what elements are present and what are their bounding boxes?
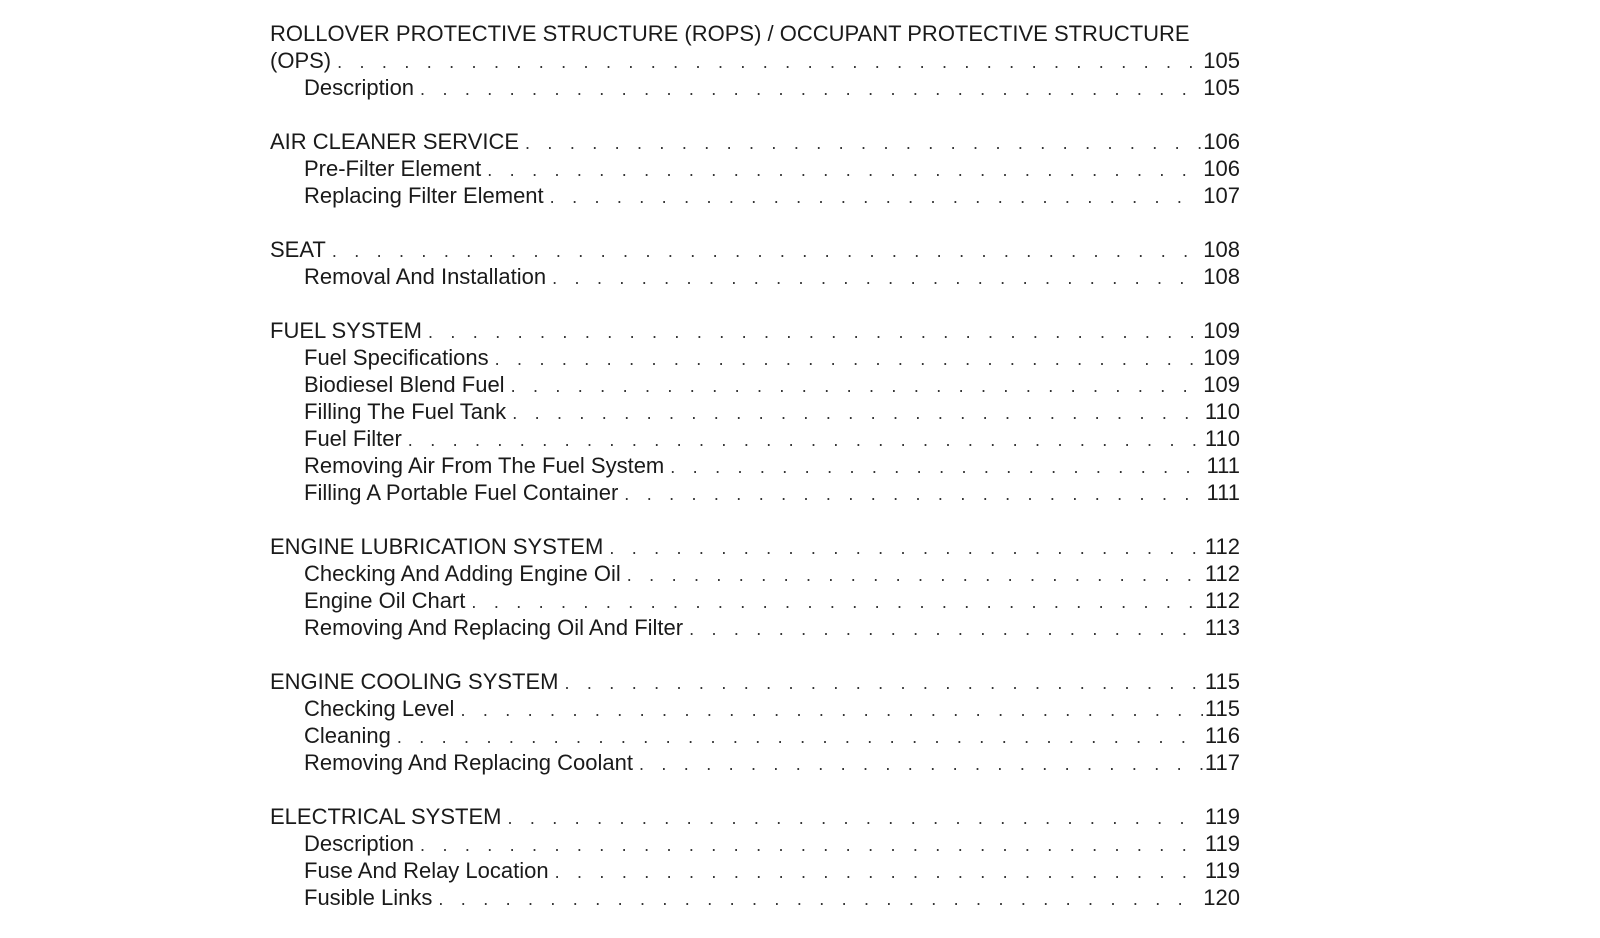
toc-heading-label: (OPS) xyxy=(270,48,332,73)
toc-page-number: 112 xyxy=(1204,561,1240,586)
dot-leader xyxy=(471,589,1203,616)
toc-entry-label: Removing Air From The Fuel System xyxy=(304,453,665,478)
dot-leader xyxy=(337,49,1201,76)
toc-entry-label: Filling The Fuel Tank xyxy=(304,399,507,424)
toc-entry[interactable] xyxy=(270,857,1240,884)
toc-heading-rops-line1[interactable] xyxy=(270,20,1240,47)
toc-heading-label: FUEL SYSTEM xyxy=(270,318,422,343)
toc-entry-label: Fusible Links xyxy=(304,885,433,910)
dot-leader xyxy=(627,562,1203,589)
toc-heading-label: AIR CLEANER SERVICE xyxy=(270,129,520,154)
toc-page-number: 113 xyxy=(1204,615,1240,640)
toc-entry-label: Removing And Replacing Oil And Filter xyxy=(304,615,684,640)
toc-entry-label: Removing And Replacing Coolant xyxy=(304,750,633,775)
toc-entry[interactable] xyxy=(270,452,1240,479)
toc-entry[interactable] xyxy=(270,155,1240,182)
dot-leader xyxy=(550,184,1202,211)
toc-entry[interactable] xyxy=(270,560,1240,587)
toc-section-engine-cooling xyxy=(270,668,1240,776)
dot-leader xyxy=(525,130,1201,157)
dot-leader xyxy=(487,157,1201,184)
toc-section-rops xyxy=(270,20,1240,101)
toc-page-number: 119 xyxy=(1204,804,1240,829)
toc-entry[interactable] xyxy=(270,479,1240,506)
toc-heading-label: ELECTRICAL SYSTEM xyxy=(270,804,502,829)
toc-heading[interactable] xyxy=(270,317,1240,344)
toc-entry-label: Checking Level xyxy=(304,696,455,721)
toc-heading-label: ENGINE COOLING SYSTEM xyxy=(270,669,559,694)
toc-section-seat xyxy=(270,236,1240,290)
toc-page-number: 112 xyxy=(1204,588,1240,613)
toc-entry[interactable] xyxy=(270,587,1240,614)
toc-heading-label: ROLLOVER PROTECTIVE STRUCTURE (ROPS) / OCCUPANT PROTECTIVE STRUCTURE xyxy=(270,21,1190,46)
toc-entry[interactable] xyxy=(270,182,1240,209)
dot-leader xyxy=(609,535,1203,562)
toc-page-number: 111 xyxy=(1206,480,1240,505)
toc-entry-label: Engine Oil Chart xyxy=(304,588,466,613)
toc-page-number: 111 xyxy=(1206,453,1240,478)
dot-leader xyxy=(552,265,1201,292)
toc-heading[interactable] xyxy=(270,803,1240,830)
toc-entry-label: Fuel Filter xyxy=(304,426,402,451)
toc-entry-label: Filling A Portable Fuel Container xyxy=(304,480,619,505)
toc-page-number: 108 xyxy=(1203,237,1240,262)
toc-page-number: 112 xyxy=(1204,534,1240,559)
toc-heading[interactable] xyxy=(270,236,1240,263)
toc-page-number: 115 xyxy=(1204,669,1240,694)
toc-page-number: 110 xyxy=(1204,426,1240,451)
toc-entry[interactable] xyxy=(270,344,1240,371)
toc-entry-label: Fuel Specifications xyxy=(304,345,489,370)
toc-entry-label: Replacing Filter Element xyxy=(304,183,544,208)
toc-page-number: 120 xyxy=(1203,885,1240,910)
toc-entry[interactable] xyxy=(270,263,1240,290)
toc-entry-label: Pre-Filter Element xyxy=(304,156,482,181)
dot-leader xyxy=(507,805,1202,832)
toc-entry[interactable] xyxy=(270,425,1240,452)
toc-entry[interactable] xyxy=(270,614,1240,641)
toc-page-number: 119 xyxy=(1204,831,1240,856)
toc-section-fuel-system xyxy=(270,317,1240,506)
toc-page-number: 106 xyxy=(1203,156,1240,181)
toc-heading-label: SEAT xyxy=(270,237,326,262)
toc-entry-label: Cleaning xyxy=(304,723,391,748)
toc-page-number: 115 xyxy=(1204,696,1240,721)
toc-page-number: 109 xyxy=(1203,372,1240,397)
toc-page-number: 105 xyxy=(1203,75,1240,100)
dot-leader xyxy=(512,400,1203,427)
toc-entry-label: Biodiesel Blend Fuel xyxy=(304,372,505,397)
toc-entry-label: Removal And Installation xyxy=(304,264,547,289)
toc-entry-label: Description xyxy=(304,831,415,856)
dot-leader xyxy=(420,832,1203,859)
toc-section-engine-lubrication xyxy=(270,533,1240,641)
toc-page-number: 105 xyxy=(1203,48,1240,73)
dot-leader xyxy=(639,751,1203,778)
toc-entry[interactable] xyxy=(270,695,1240,722)
toc-heading[interactable] xyxy=(270,128,1240,155)
dot-leader xyxy=(460,697,1202,724)
toc-entry-label: Checking And Adding Engine Oil xyxy=(304,561,621,586)
toc-entry[interactable] xyxy=(270,830,1240,857)
dot-leader xyxy=(397,724,1203,751)
dot-leader xyxy=(624,481,1204,508)
toc-entry[interactable] xyxy=(270,398,1240,425)
toc-entry-label: Description xyxy=(304,75,415,100)
toc-heading-rops-line2[interactable] xyxy=(270,47,1240,74)
toc-page-number: 106 xyxy=(1203,129,1240,154)
dot-leader xyxy=(670,454,1204,481)
dot-leader xyxy=(495,346,1202,373)
dot-leader xyxy=(420,76,1201,103)
dot-leader xyxy=(438,886,1201,913)
dot-leader xyxy=(408,427,1203,454)
toc-section-air-cleaner xyxy=(270,128,1240,209)
dot-leader xyxy=(565,670,1203,697)
toc-page-number: 107 xyxy=(1203,183,1240,208)
toc-entry-label: Fuse And Relay Location xyxy=(304,858,549,883)
dot-leader xyxy=(689,616,1203,643)
toc-entry[interactable] xyxy=(270,371,1240,398)
toc-page-number: 116 xyxy=(1204,723,1240,748)
toc-heading[interactable] xyxy=(270,668,1240,695)
toc-page-number: 117 xyxy=(1204,750,1240,775)
dot-leader xyxy=(332,238,1201,265)
toc-heading[interactable] xyxy=(270,533,1240,560)
toc-entry[interactable] xyxy=(270,749,1240,776)
dot-leader xyxy=(511,373,1202,400)
table-of-contents xyxy=(270,20,1240,938)
toc-page-number: 108 xyxy=(1203,264,1240,289)
toc-page-number: 110 xyxy=(1204,399,1240,424)
toc-page-number: 109 xyxy=(1203,318,1240,343)
toc-page-number: 109 xyxy=(1203,345,1240,370)
toc-section-electrical xyxy=(270,803,1240,911)
dot-leader xyxy=(555,859,1203,886)
toc-entry[interactable] xyxy=(270,884,1240,911)
dot-leader xyxy=(428,319,1201,346)
toc-entry[interactable] xyxy=(270,74,1240,101)
toc-entry[interactable] xyxy=(270,722,1240,749)
toc-heading-label: ENGINE LUBRICATION SYSTEM xyxy=(270,534,604,559)
toc-page-number: 119 xyxy=(1204,858,1240,883)
